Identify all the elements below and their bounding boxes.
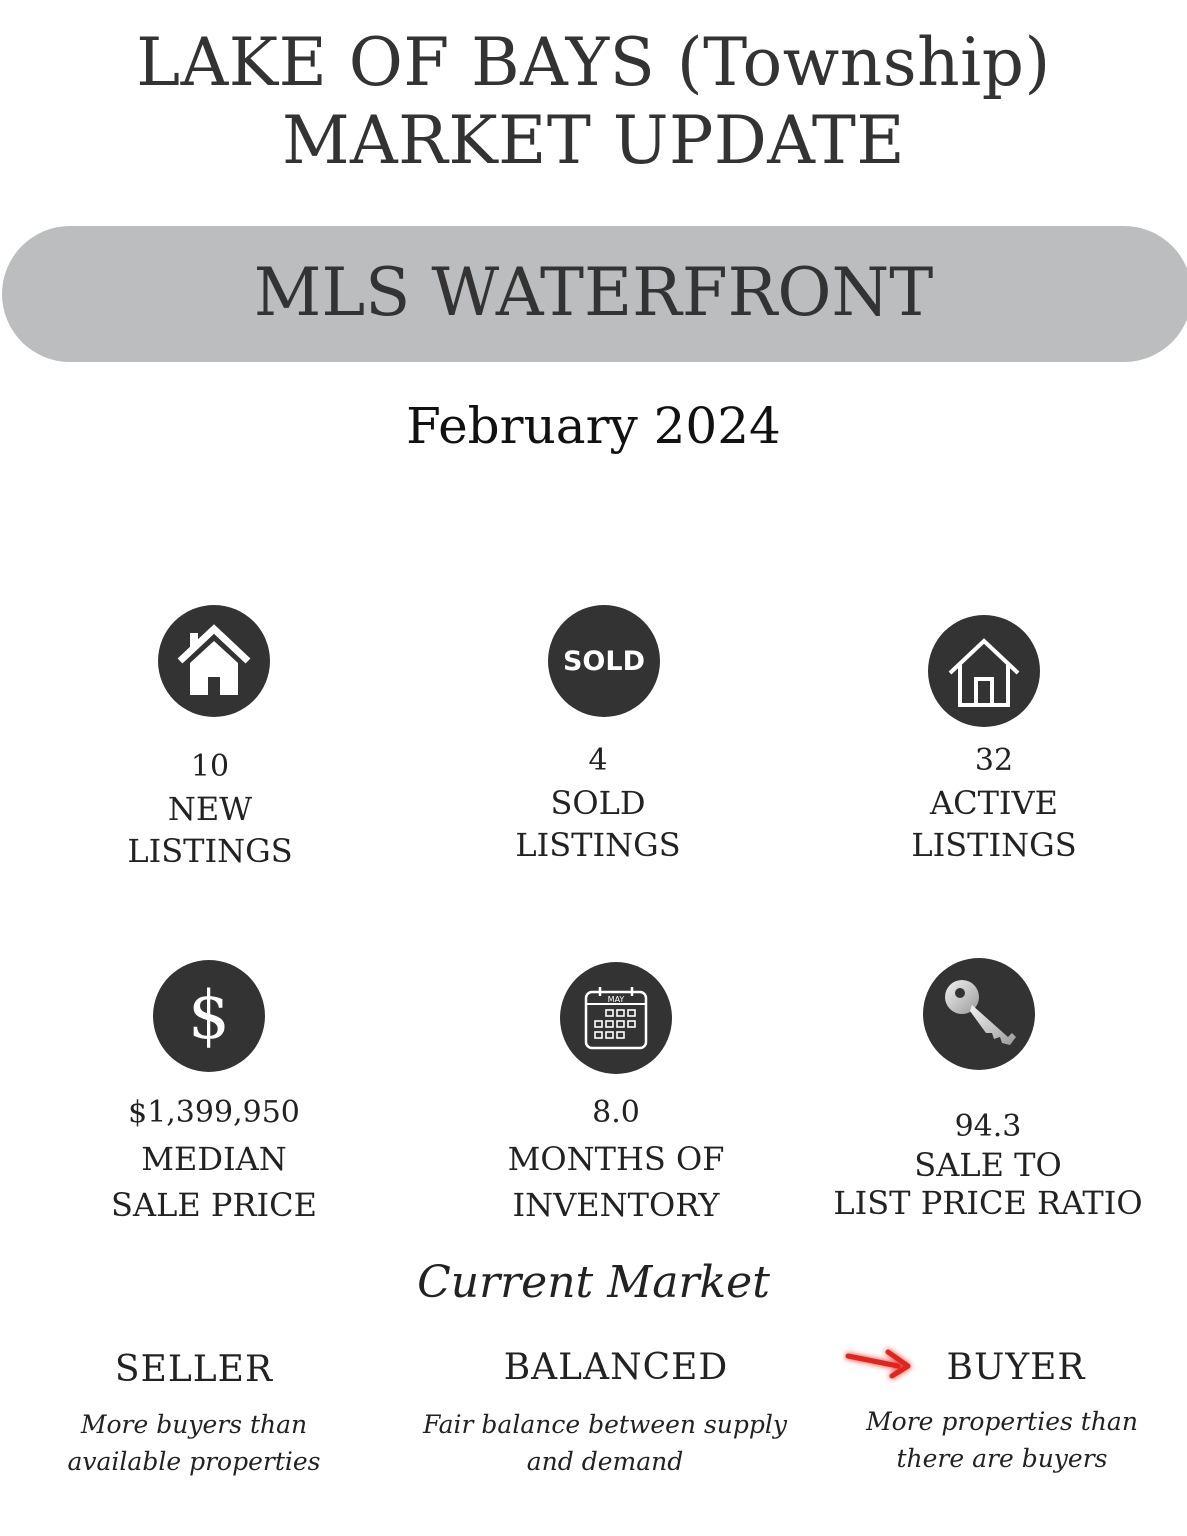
market-desc-seller bbox=[68, 1406, 321, 1480]
calendar-month: MAY bbox=[607, 995, 625, 1004]
stat-label-line1: ACTIVE bbox=[929, 784, 1059, 822]
title-line-2: MARKET UPDATE bbox=[281, 102, 906, 179]
sold-badge-text: SOLD bbox=[562, 645, 645, 677]
stat-value: 10 bbox=[190, 749, 230, 784]
dollar-icon: $ bbox=[153, 960, 265, 1072]
stat-label-line2: LISTINGS bbox=[515, 826, 681, 864]
house-icon bbox=[158, 605, 270, 717]
stat-label-line1: SALE TO bbox=[914, 1146, 1062, 1184]
stat-label-line2: SALE PRICE bbox=[111, 1186, 317, 1224]
stat-value: 32 bbox=[974, 743, 1014, 778]
stat-label-line1: MONTHS OF bbox=[507, 1140, 725, 1178]
key-icon bbox=[923, 958, 1035, 1070]
stat-median-sale-price bbox=[111, 1092, 317, 1226]
stat-label-line1: SOLD bbox=[550, 784, 646, 822]
stat-label-line2: LIST PRICE RATIO bbox=[833, 1184, 1143, 1222]
stat-label-line1: MEDIAN bbox=[141, 1140, 287, 1178]
stat-sold-listings bbox=[515, 740, 680, 866]
stat-label-line2: LISTINGS bbox=[127, 832, 293, 870]
sold-icon bbox=[548, 605, 660, 717]
stat-months-of-inventory bbox=[508, 1092, 725, 1226]
desc-line2: there are buyers bbox=[896, 1444, 1108, 1473]
stat-value: 8.0 bbox=[592, 1095, 640, 1130]
stat-label-line1: NEW bbox=[167, 790, 253, 828]
banner-label: MLS WATERFRONT bbox=[253, 254, 934, 331]
current-market-heading: Current Market bbox=[417, 1257, 770, 1308]
market-desc-buyer bbox=[866, 1403, 1138, 1477]
stat-active-listings bbox=[911, 740, 1076, 866]
desc-line2: and demand bbox=[526, 1447, 684, 1476]
desc-line1: More properties than bbox=[866, 1407, 1138, 1436]
page-title bbox=[0, 24, 1187, 180]
desc-line1: More buyers than bbox=[80, 1410, 308, 1439]
stat-new-listings bbox=[127, 746, 292, 872]
market-desc-balanced bbox=[423, 1406, 787, 1480]
calendar-icon bbox=[560, 962, 672, 1074]
stat-label-line2: LISTINGS bbox=[911, 826, 1077, 864]
arrow-icon bbox=[842, 1344, 922, 1384]
market-option-balanced: BALANCED bbox=[503, 1347, 729, 1388]
desc-line2: available properties bbox=[67, 1447, 321, 1476]
desc-line1: Fair balance between supply bbox=[422, 1410, 788, 1439]
stat-value: 94.3 bbox=[954, 1109, 1022, 1144]
stat-label-line2: INVENTORY bbox=[512, 1186, 720, 1224]
report-date: February 2024 bbox=[406, 397, 781, 455]
house-outline-icon bbox=[928, 615, 1040, 727]
stat-value: $1,399,950 bbox=[128, 1095, 300, 1130]
stat-sale-to-list-ratio bbox=[833, 1108, 1142, 1222]
market-option-buyer: BUYER bbox=[946, 1347, 1086, 1388]
stat-value: 4 bbox=[588, 743, 608, 778]
title-line-1: LAKE OF BAYS (Township) bbox=[136, 24, 1051, 101]
market-option-seller: SELLER bbox=[114, 1349, 274, 1390]
